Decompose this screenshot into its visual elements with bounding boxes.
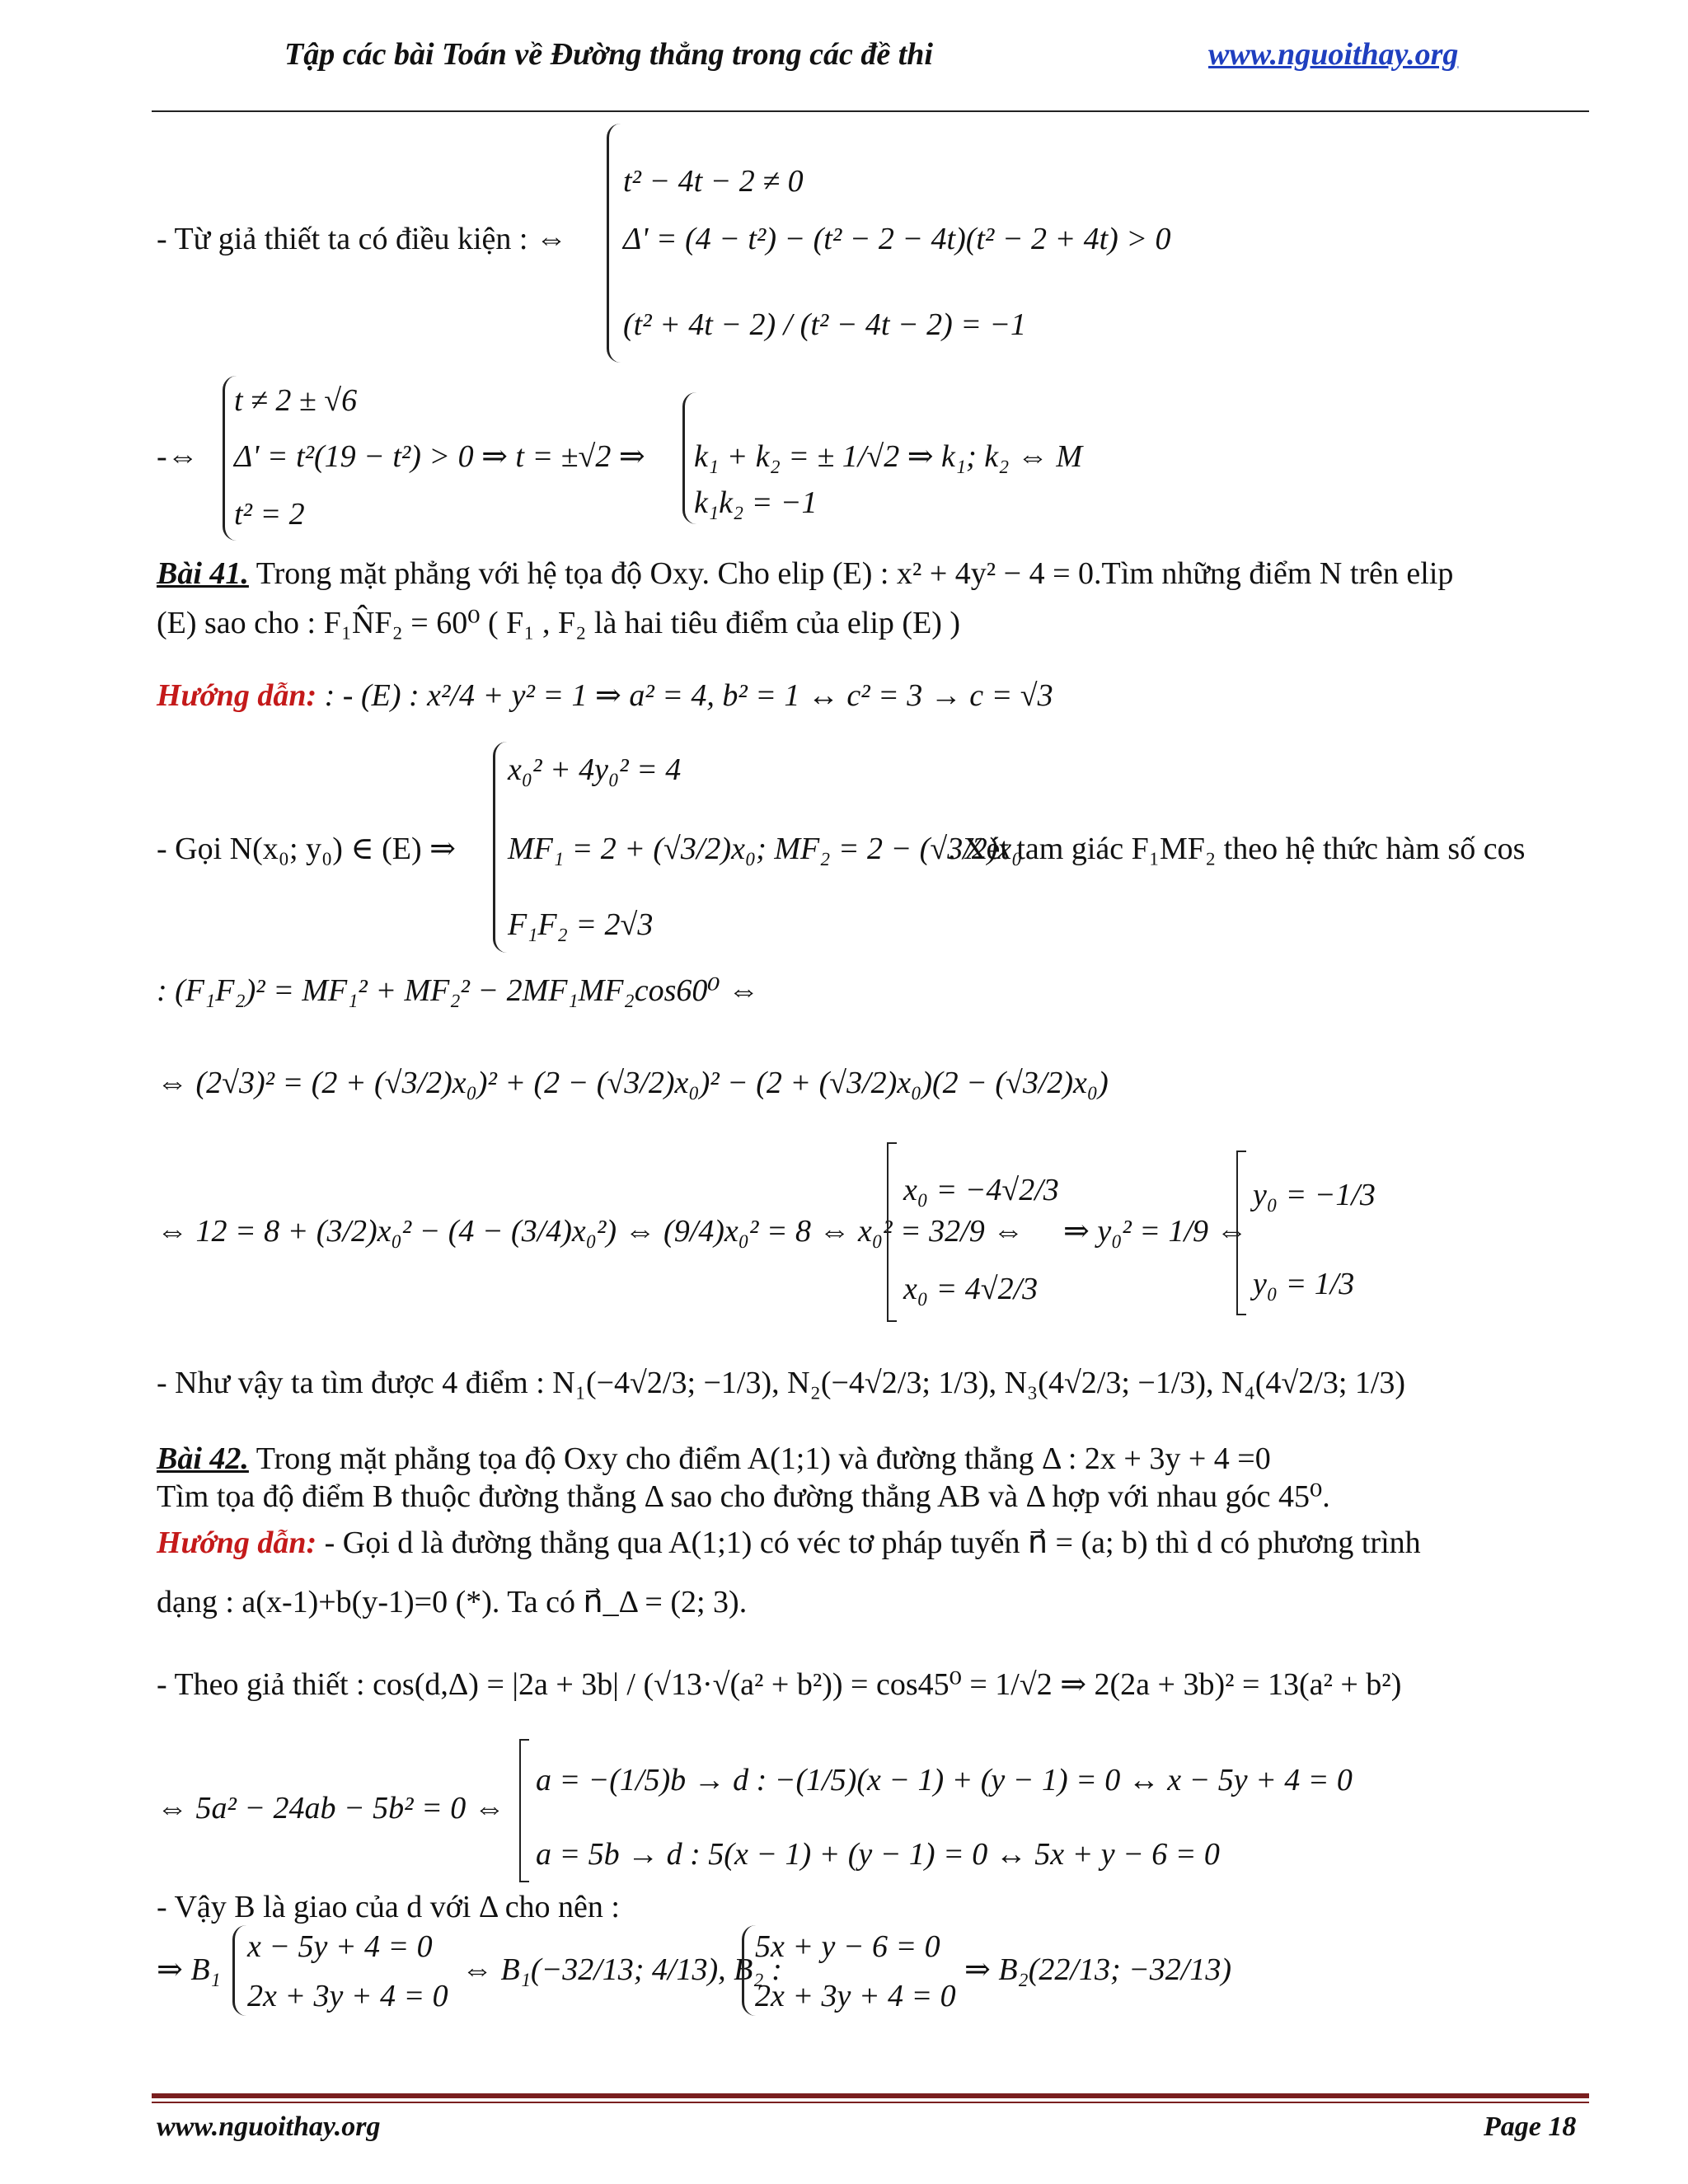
system-line: (t² + 4t − 2) / (t² − 4t − 2) = −1 <box>623 307 1027 342</box>
hint-label: Hướng dẫn: <box>157 678 317 713</box>
solution-case: a = −(1/5)b → d : −(1/5)(x − 1) + (y − 1) = 0 ↔ x − 5y + 4 = 0 <box>536 1763 1353 1797</box>
hint-label: Hướng dẫn: <box>157 1526 317 1560</box>
solution-case: y₀ = 1/3 <box>1253 1267 1355 1301</box>
system-brace <box>232 1925 246 2016</box>
problem-label: Bài 41. <box>157 556 249 591</box>
page-number: Page 18 <box>1484 2111 1577 2142</box>
system-line: Δ' = (4 − t²) − (t² − 2 − 4t)(t² − 2 + 4t) > 0 <box>623 222 1171 256</box>
solution-case: a = 5b → d : 5(x − 1) + (y − 1) = 0 ↔ 5x + y − 6 = 0 <box>536 1837 1220 1872</box>
problem-41 <box>157 554 1453 593</box>
solution-text: : - (E) : x²/4 + y² = 1 ⇒ a² = 4, b² = 1 ↔ c² = 3 → c = √3 <box>316 678 1053 713</box>
system-line: 5x + y − 6 = 0 <box>755 1929 940 1964</box>
solution-result: - Như vậy ta tìm được 4 điểm : N₁(−4√2/3; −1/3), N₂(−4√2/3; 1/3), N₃(4√2/3; −1/3), N₄(4√2/3; 1/3) <box>157 1366 1406 1400</box>
solution-case: y₀ = −1/3 <box>1253 1178 1376 1212</box>
solution-text: ⇒ B₂(22/13; −32/13) <box>964 1952 1231 1987</box>
solution-text: ⇔ B₁(−32/13; 4/13), B₂ : <box>462 1952 782 1987</box>
solution-text: - Gọi N(x₀; y₀) ∈ (E) ⇒ <box>157 832 456 866</box>
system-line: t² = 2 <box>234 497 305 532</box>
solution-text: ⇔ 12 = 8 + (3/2)x₀² − (4 − (3/4)x₀²) ⇔ (9/4)x₀² = 8 ⇔ x₀² = 32/9 ⇔ <box>157 1214 1025 1249</box>
solution-text: - Vậy B là giao của d với Δ cho nên : <box>157 1890 620 1924</box>
solution-text: - Theo giả thiết : cos(d,Δ) = |2a + 3b| / (√13·√(a² + b²)) = cos45⁰ = 1/√2 ⇒ 2(2a + 3b)² = 13(a² + b²) <box>157 1667 1402 1702</box>
solution-42-line <box>157 1523 1421 1563</box>
system-line: k₁ + k₂ = ± 1/√2 ⇒ k₁; k₂ ⇔ M <box>694 439 1083 474</box>
system-line: x − 5y + 4 = 0 <box>247 1929 433 1964</box>
system-line: F₁F₂ = 2√3 <box>508 907 654 942</box>
system-line: x₀² + 4y₀² = 4 <box>508 752 682 787</box>
solution-bracket <box>1236 1151 1246 1315</box>
problem-42 <box>157 1439 1271 1479</box>
solution-text: ⇔ (2√3)² = (2 + (√3/2)x₀)² + (2 − (√3/2)x₀)² − (2 + (√3/2)x₀)(2 − (√3/2)x₀) <box>157 1066 1109 1100</box>
header-link[interactable]: www.nguoithay.org <box>1208 37 1459 72</box>
system-brace <box>493 742 507 953</box>
problem-text: Trong mặt phẳng tọa độ Oxy cho điểm A(1;1) và đường thẳng Δ : 2x + 3y + 4 =0 <box>248 1441 1271 1476</box>
system-line: 2x + 3y + 4 = 0 <box>755 1979 956 2013</box>
solution-bracket <box>887 1142 897 1322</box>
footer-divider <box>152 2102 1589 2103</box>
system-line: t² − 4t − 2 ≠ 0 <box>623 164 804 199</box>
solution-text: - Gọi d là đường thẳng qua A(1;1) có véc tơ pháp tuyến n⃗ = (a; b) thì d có phương trình <box>316 1526 1421 1560</box>
solution-bracket <box>519 1739 529 1882</box>
solution-41-line <box>157 676 1053 715</box>
solution-text: dạng : a(x-1)+b(y-1)=0 (*). Ta có n⃗_Δ = (2; 3). <box>157 1585 748 1619</box>
condition-intro: - Từ giả thiết ta có điều kiện : ⇔ <box>157 222 567 256</box>
system-line: t ≠ 2 ± √6 <box>234 383 358 418</box>
header-title: Tập các bài Toán về Đường thẳng trong các đề thi <box>284 37 933 72</box>
solution-text: ⇒ B₁ <box>157 1952 221 1987</box>
solution-text: . Xét tam giác F₁MF₂ theo hệ thức hàm số cos <box>948 832 1526 866</box>
system-line: 2x + 3y + 4 = 0 <box>247 1979 448 2013</box>
footer-divider <box>152 2093 1589 2098</box>
header-divider <box>152 110 1589 112</box>
solution-text: ⇒ y₀² = 1/9 ⇔ <box>1063 1214 1248 1249</box>
problem-text-cont: Tìm tọa độ điểm B thuộc đường thẳng Δ sao cho đường thẳng AB và Δ hợp với nhau góc 45⁰. <box>157 1479 1330 1514</box>
system-line: k₁k₂ = −1 <box>694 485 818 520</box>
problem-text-cont: (E) sao cho : F₁N̂F₂ = 60⁰ ( F₁ , F₂ là hai tiêu điểm của elip (E) ) <box>157 606 961 640</box>
solution-case: x₀ = 4√2/3 <box>903 1272 1039 1306</box>
problem-text: Trong mặt phẳng với hệ tọa độ Oxy. Cho elip (E) : x² + 4y² − 4 = 0.Tìm những điểm N trên elip <box>248 556 1454 591</box>
footer-link[interactable]: www.nguoithay.org <box>157 2111 381 2142</box>
solution-case: x₀ = −4√2/3 <box>903 1173 1059 1207</box>
system-brace <box>607 124 621 363</box>
problem-label: Bài 42. <box>157 1441 249 1476</box>
system-brace <box>742 1925 756 2016</box>
solution-text: ⇔ 5a² − 24ab − 5b² = 0 ⇔ <box>157 1791 505 1825</box>
system-line: Δ' = t²(19 − t²) > 0 ⇒ t = ±√2 ⇒ <box>234 439 645 474</box>
equivalence-mark: -⇔ <box>157 439 199 474</box>
system-line: MF₁ = 2 + (√3/2)x₀; MF₂ = 2 − (√3/2)x₀ <box>508 832 1023 866</box>
solution-text: : (F₁F₂)² = MF₁² + MF₂² − 2MF₁MF₂cos60⁰ ⇔ <box>157 973 760 1008</box>
